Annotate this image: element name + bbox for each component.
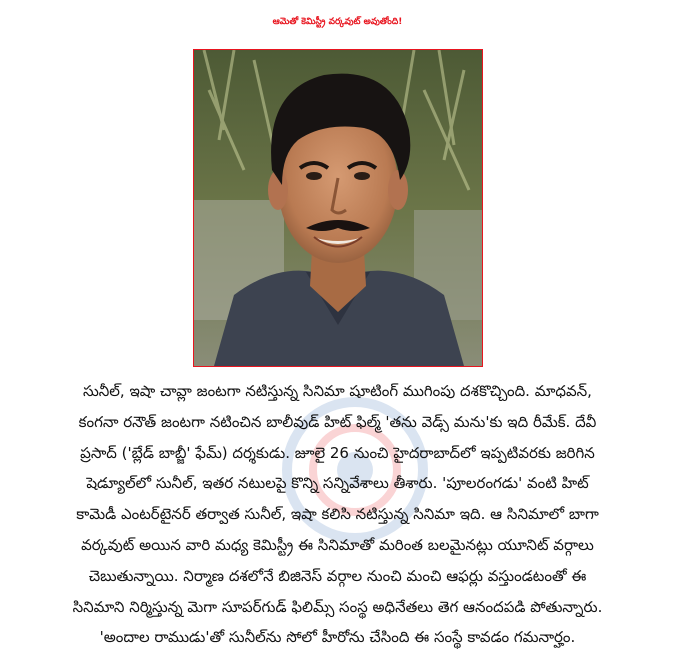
article-photo xyxy=(193,49,483,367)
article-line: చెబుతున్నాయి. నిర్మాణ దశలోనే బిజినెస్ వర్గాల నుంచి మంచి ఆఫర్లు వస్తుండటంతో ఈ xyxy=(88,566,587,585)
article-body xyxy=(10,376,665,653)
article-line: షెడ్యూల్‌లో సునీల్, ఇతర నటులపై కొన్ని సన్నివేశాలు తీశారు. 'పూలరంగడు' వంటి హిట్ xyxy=(86,474,589,493)
article-headline: ఆమెతో కెమిస్ట్రీ వర్కవుట్ అవుతోంది! xyxy=(272,17,403,27)
article-line: ప్రసాద్ ('బ్లేడ్ బాబ్జీ' ఫేమ్) దర్శకుడు. జూలై 26 నుంచి హైదరాబాద్‌లో ఇప్పటివరకు జరిగిన xyxy=(80,443,595,462)
article-line: సినిమాని నిర్మిస్తున్న మెగా సూపర్‌గుడ్ ఫిలిమ్స్ సంస్థ అధినేతలు తెగ ఆనందపడి పోతున్నారు. xyxy=(72,597,603,616)
article-line: వర్కవుట్ అయిన వారి మధ్య కెమిస్ట్రీ ఈ సినిమాతో మరింత బలమైనట్లు యూనిట్ వర్గాలు xyxy=(81,535,594,554)
portrait-photo xyxy=(194,50,482,366)
article-line: సునీల్, ఇషా చావ్లా జంటగా నటిస్తున్న సినిమా షూటింగ్ ముగింపు దశకొచ్చింది. మాధవన్, xyxy=(83,382,592,400)
article-line: 'అందాల రాముడు'తో సునీల్‌ను సోలో హీరోను చేసింది ఈ సంస్థే కావడం గమనార్హం. xyxy=(99,628,576,647)
article-line: కంగనా రనౌత్ జంటగా నటించిన బాలీవుడ్ హిట్ ఫిల్మ్ 'తను వెడ్స్ మను'కు ఇది రీమేక్. దేవీ xyxy=(78,412,597,431)
article-line: కామెడీ ఎంటర్‌టైనర్ తర్వాత సునీల్, ఇషా కలిసి నటిస్తున్న సినిమా ఇది. ఆ సినిమాలో బాగా xyxy=(76,505,599,524)
